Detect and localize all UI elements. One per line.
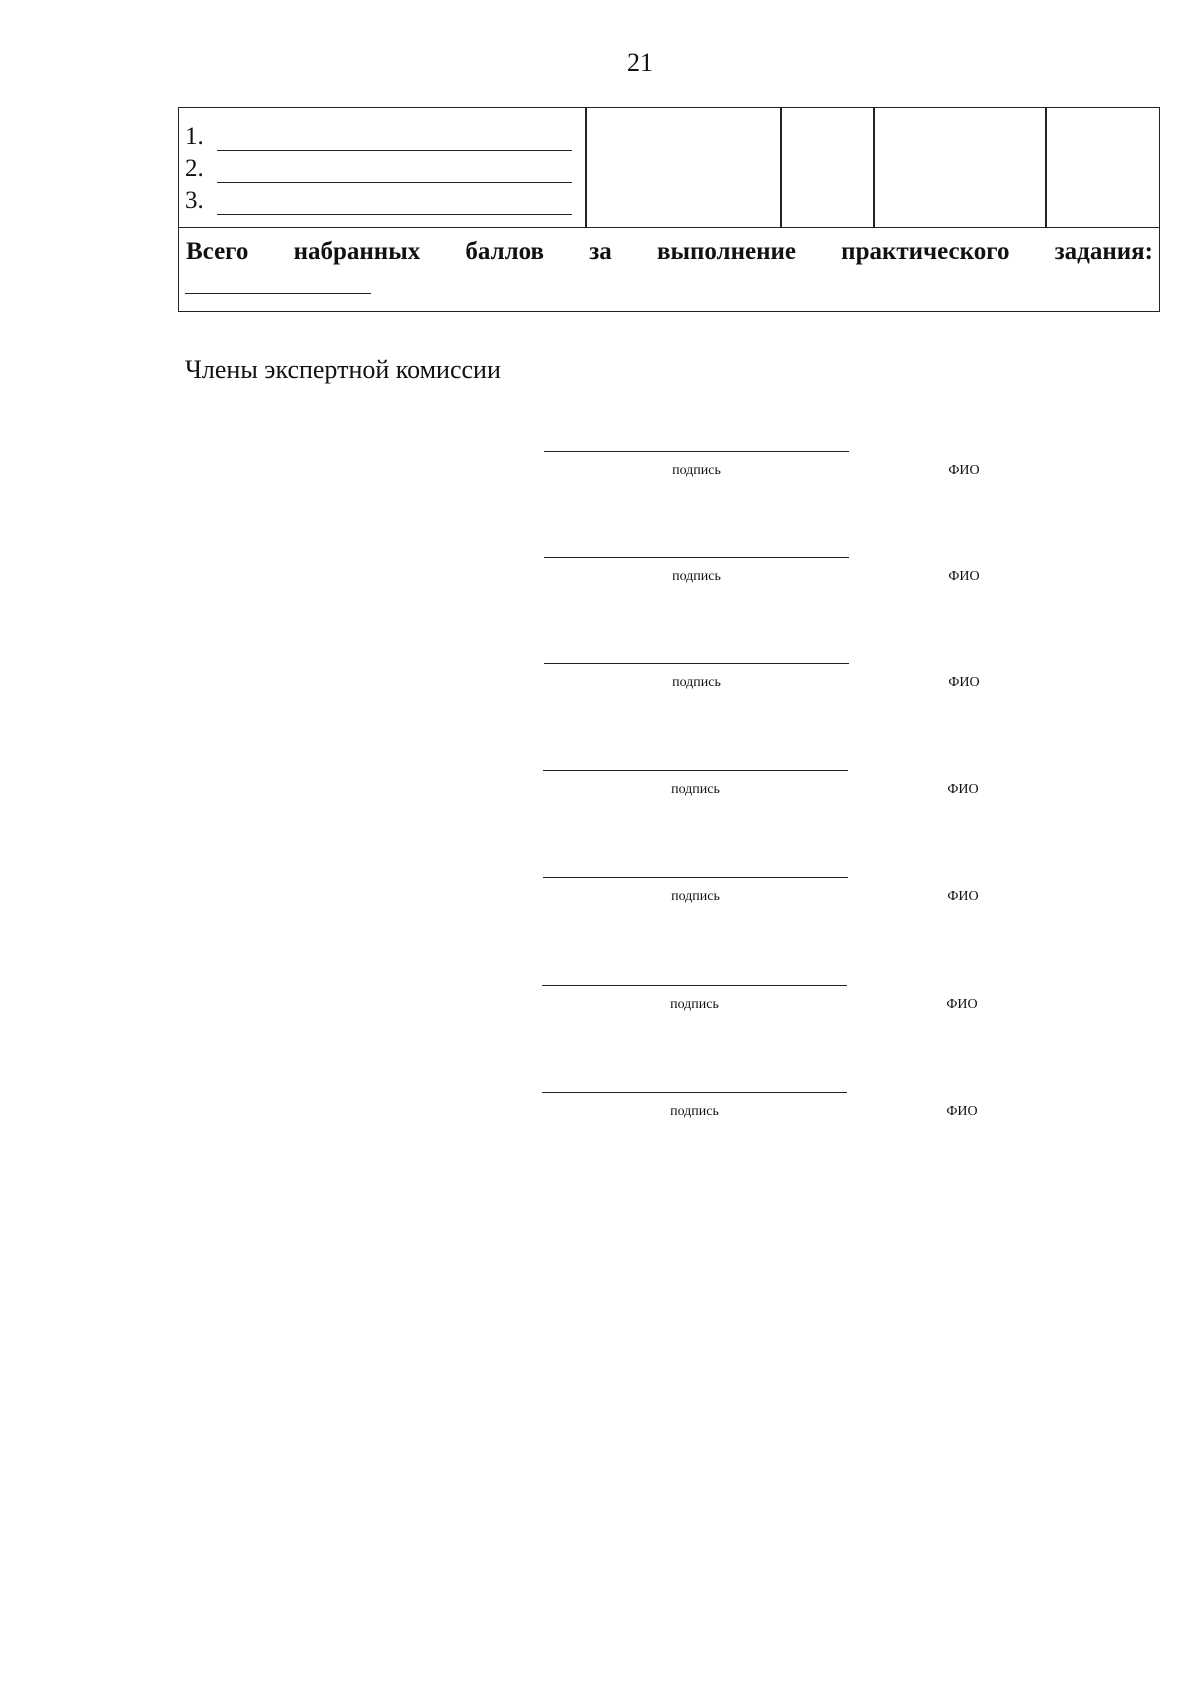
list-item-number: 3. — [185, 187, 204, 214]
score-cell[interactable] — [875, 108, 1044, 227]
page-number: 21 — [627, 48, 653, 77]
signature-caption: подпись — [671, 889, 720, 904]
name-caption: ФИО — [947, 782, 979, 797]
signature-block — [544, 451, 1004, 491]
name-caption: ФИО — [947, 889, 979, 904]
signature-caption: подпись — [672, 463, 721, 478]
name-caption: ФИО — [946, 1104, 978, 1119]
name-caption: ФИО — [948, 463, 980, 478]
score-cell[interactable] — [1047, 108, 1157, 227]
score-cell[interactable] — [587, 108, 779, 227]
total-score-label: Всего набранных баллов за выполнение практического задания: — [186, 238, 1153, 265]
name-caption: ФИО — [948, 569, 980, 584]
list-item — [185, 186, 215, 216]
commission-title: Члены экспертной комиссии — [185, 355, 501, 384]
fill-in-blank[interactable] — [217, 214, 572, 215]
signature-block — [544, 663, 1004, 703]
score-cell[interactable] — [782, 108, 872, 227]
signature-block — [544, 557, 1004, 597]
score-table — [178, 107, 1160, 312]
list-item-number: 1. — [185, 123, 204, 150]
signature-block — [543, 770, 1003, 810]
signature-line[interactable] — [542, 1092, 847, 1093]
signature-line[interactable] — [544, 557, 849, 558]
list-item — [185, 154, 215, 184]
signature-caption: подпись — [672, 569, 721, 584]
list-item-number: 2. — [185, 155, 204, 182]
fill-in-blank[interactable] — [217, 182, 572, 183]
signature-caption: подпись — [672, 675, 721, 690]
fill-in-blank[interactable] — [217, 150, 572, 151]
signature-line[interactable] — [543, 770, 848, 771]
signature-line[interactable] — [543, 877, 848, 878]
signature-block — [542, 1092, 1002, 1132]
signature-caption: подпись — [670, 1104, 719, 1119]
total-score-blank[interactable] — [185, 293, 371, 294]
name-caption: ФИО — [946, 997, 978, 1012]
signature-block — [543, 877, 1003, 917]
list-item — [185, 122, 215, 152]
table-row — [179, 228, 1159, 311]
signature-line[interactable] — [544, 451, 849, 452]
table-row — [179, 108, 1159, 228]
signature-caption: подпись — [671, 782, 720, 797]
signature-line[interactable] — [542, 985, 847, 986]
signature-block — [542, 985, 1002, 1025]
name-caption: ФИО — [948, 675, 980, 690]
signature-line[interactable] — [544, 663, 849, 664]
signature-caption: подпись — [670, 997, 719, 1012]
